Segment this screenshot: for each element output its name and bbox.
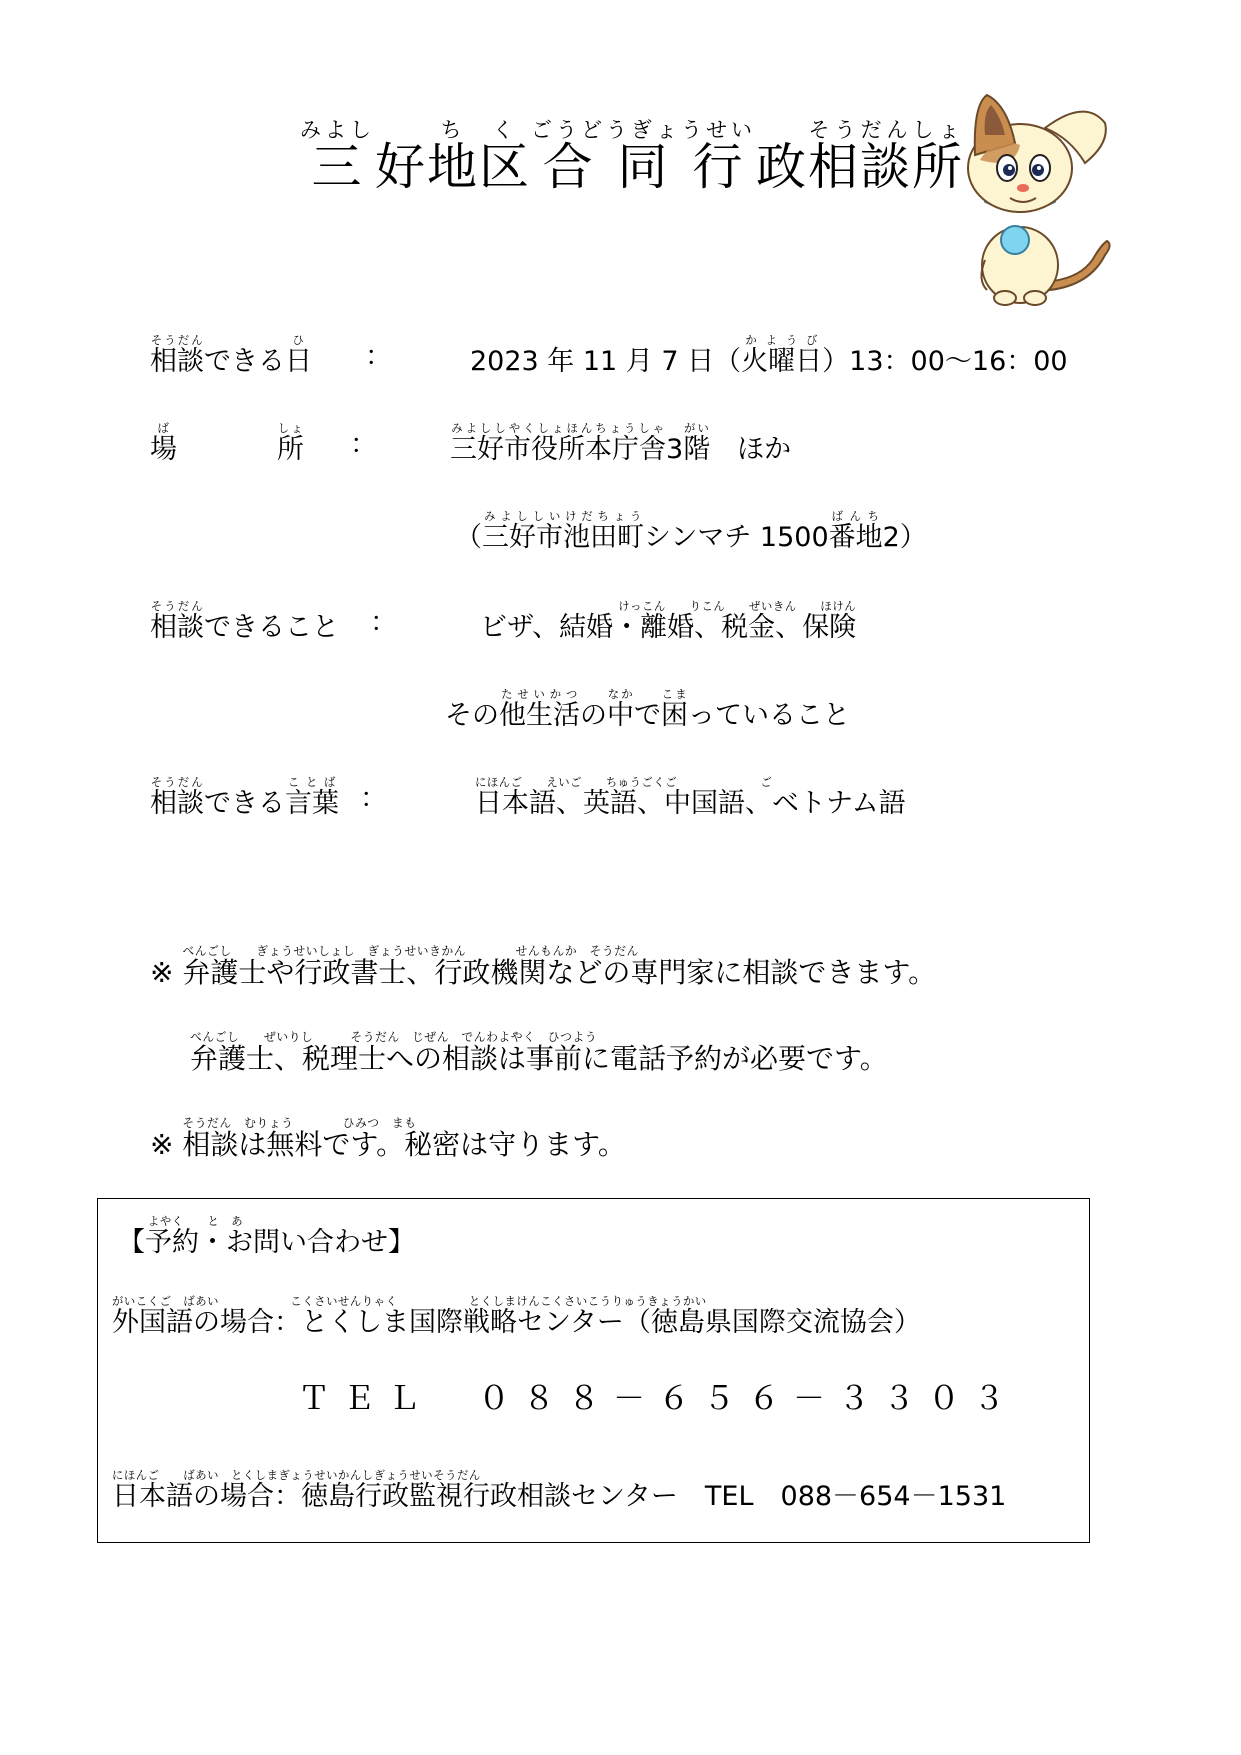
languages-colon: ： xyxy=(360,783,387,814)
contact-japanese-language: 日本語の場合：徳島行政監視行政相談センター TEL 088－654－1531にほんご ばあい とくしまぎょうせいかんしぎょうせいそうだん xyxy=(112,1468,1007,1512)
contact-box xyxy=(97,1198,1090,1543)
languages-label: 相談そうだんできる言葉ことば xyxy=(150,775,339,819)
page-title xyxy=(300,118,964,199)
note-experts: ※ 弁護士や行政書士、行政機関などの専門家に相談できます。べんごし ぎょうせいしょし ぎょうせいきかん せんもんか そうだん xyxy=(150,944,937,989)
contact-foreign-language: 外国語の場合：とくしま国際戦略センター（徳島県国際交流協会）がいこくご ばあい こくさいせんりゃく とくしまけんこくさいこうりゅうきょうかい xyxy=(112,1294,921,1338)
contact-tel-main[interactable]: ＴＥＬ ０８８－６５６－３３０３ xyxy=(298,1379,1019,1417)
note-reservation-required: 弁護士、税理士への相談は事前に電話予約が必要です。べんごし ぜいりし そうだん じぜん でんわよやく ひつよう xyxy=(190,1030,888,1075)
mascot-dog-illustration xyxy=(955,90,1115,310)
address-value: （三好市池田町みよししいけだちょうシンマチ 1500番地ばんち2） xyxy=(455,509,927,553)
topics-label: 相談そうだんできること xyxy=(150,599,339,643)
topics-value: ビザ、結婚・離婚、税金、保険けっこん りこん ぜいきん ほけん xyxy=(480,599,857,643)
topics-value-2: その他生活たせいかつの中なかで困こまっていること xyxy=(445,687,850,731)
place-colon: ： xyxy=(350,429,377,460)
place-label: 場ば所しょ xyxy=(150,421,304,465)
place-value: 三好市役所本庁舎みよししやくしょほんちょうしゃ3階がい ほか xyxy=(450,421,792,465)
title-part: 地ち xyxy=(427,118,479,196)
date-value: 2023 年 11 月 7 日（火曜日かようび）13：00～16：00 xyxy=(470,333,1068,377)
title-part: 三みよし xyxy=(300,118,375,196)
date-label: 相談そうだんできる日ひ xyxy=(150,333,312,377)
title-part: 政 xyxy=(756,138,808,196)
languages-value: 日本語、英語、中国語、ベトナム語にほんご えいご ちゅうごくご ご xyxy=(475,775,906,819)
note-asterisk-mark: ※ xyxy=(150,1128,174,1161)
date-colon: ： xyxy=(365,341,392,372)
title-part: 区く xyxy=(479,118,531,196)
topics-colon: ： xyxy=(370,607,397,638)
note-asterisk-mark: ※ xyxy=(150,956,174,989)
contact-heading: 【予約・お問い合わせ】よやく と あ xyxy=(118,1214,415,1258)
title-part: 好 xyxy=(375,138,427,196)
title-part: 相談所そうだんしょ xyxy=(808,118,964,196)
note-free-confidential: ※ 相談は無料です。秘密は守ります。そうだん むりょう ひみつ まも xyxy=(150,1116,626,1161)
title-part: 合同行ごうどうぎょうせい xyxy=(531,118,756,196)
